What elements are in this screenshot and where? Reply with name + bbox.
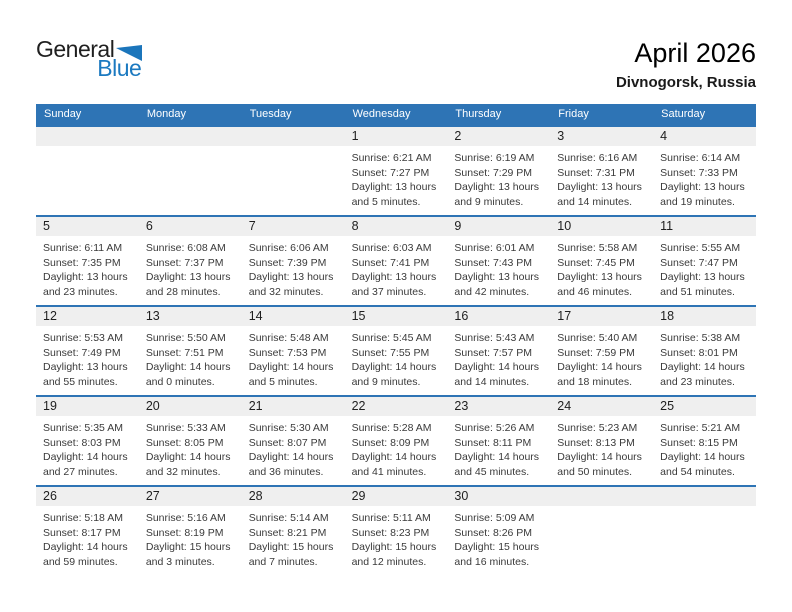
- day-number-band: [139, 487, 242, 506]
- daylight-text: Daylight: 14 hours and 45 minutes.: [454, 451, 540, 478]
- sunrise-text: Sunrise: 5:45 AM: [351, 332, 432, 344]
- sunrise-text: Sunrise: 5:28 AM: [351, 422, 432, 434]
- day-number-band: [345, 307, 448, 326]
- sunset-text: Sunset: 7:35 PM: [43, 256, 121, 269]
- cell-body: [653, 236, 756, 299]
- sunset-text: Sunset: 7:27 PM: [351, 166, 430, 179]
- day-number-band: [345, 217, 448, 236]
- day-number: 15: [351, 309, 366, 323]
- logo-text-general: General: [36, 36, 115, 62]
- sunrise-text: Sunrise: 5:09 AM: [454, 512, 535, 524]
- week-row: [36, 485, 756, 575]
- day-number-band: [139, 397, 242, 416]
- cell-body: [447, 506, 550, 569]
- day-number-band: [447, 487, 550, 506]
- day-number: 1: [351, 129, 359, 143]
- cell-body: [550, 236, 653, 299]
- day-number-band: [139, 127, 242, 146]
- daylight-text: Daylight: 14 hours and 59 minutes.: [43, 541, 128, 568]
- daylight-text: Daylight: 13 hours and 19 minutes.: [660, 181, 745, 208]
- daylight-text: Daylight: 14 hours and 23 minutes.: [660, 361, 745, 388]
- daylight-text: Daylight: 14 hours and 27 minutes.: [43, 451, 128, 478]
- day-number: 6: [145, 219, 153, 233]
- cell-body: [345, 506, 448, 569]
- calendar-cell: [447, 487, 550, 575]
- calendar-cell: [550, 217, 653, 305]
- cell-body: [550, 506, 653, 511]
- day-number-band: [653, 487, 756, 506]
- daylight-text: Daylight: 13 hours and 42 minutes.: [454, 271, 540, 298]
- calendar-cell-empty: [550, 487, 653, 575]
- cell-body: [345, 236, 448, 299]
- sunset-text: Sunset: 7:51 PM: [145, 346, 224, 359]
- cell-body: [139, 416, 242, 479]
- daylight-text: Daylight: 13 hours and 51 minutes.: [660, 271, 745, 298]
- daylight-text: Daylight: 13 hours and 32 minutes.: [248, 271, 334, 298]
- cell-body: [139, 236, 242, 299]
- daylight-text: Daylight: 14 hours and 0 minutes.: [145, 361, 231, 388]
- daylight-text: Daylight: 15 hours and 12 minutes.: [351, 541, 437, 568]
- sunrise-text: Sunrise: 5:21 AM: [660, 422, 741, 434]
- day-number: 20: [145, 399, 160, 413]
- sunset-text: Sunset: 7:49 PM: [43, 346, 121, 359]
- sunset-text: Sunset: 7:53 PM: [248, 346, 327, 359]
- general-blue-logo: [36, 38, 142, 81]
- day-number: 19: [43, 399, 57, 413]
- sunrise-text: Sunrise: 5:33 AM: [145, 422, 226, 434]
- sunrise-text: Sunrise: 5:58 AM: [557, 242, 638, 254]
- day-number-band: [36, 217, 139, 236]
- day-number: 18: [660, 309, 675, 323]
- sunrise-text: Sunrise: 5:50 AM: [145, 332, 226, 344]
- cell-body: [36, 146, 139, 151]
- day-number-band: [345, 127, 448, 146]
- daylight-text: Daylight: 13 hours and 28 minutes.: [145, 271, 231, 298]
- day-number: 12: [43, 309, 57, 323]
- daylight-text: Daylight: 14 hours and 54 minutes.: [660, 451, 745, 478]
- calendar-cell: [36, 217, 139, 305]
- day-number: 23: [454, 399, 469, 413]
- calendar-cell: [242, 487, 345, 575]
- calendar-cell: [447, 307, 550, 395]
- week-row: [36, 395, 756, 485]
- sunset-text: Sunset: 8:23 PM: [351, 526, 430, 539]
- day-number-band: [653, 127, 756, 146]
- cell-body: [447, 416, 550, 479]
- cell-body: [139, 506, 242, 569]
- day-number: 8: [351, 219, 359, 233]
- calendar-cell: [36, 487, 139, 575]
- calendar-cell: [550, 307, 653, 395]
- week-row: [36, 125, 756, 215]
- day-number: 10: [557, 219, 572, 233]
- day-number: 3: [557, 129, 565, 143]
- daylight-text: Daylight: 13 hours and 14 minutes.: [557, 181, 642, 208]
- cell-body: [36, 506, 139, 569]
- day-number: 30: [454, 489, 469, 503]
- day-number-band: [447, 217, 550, 236]
- sunrise-text: Sunrise: 6:03 AM: [351, 242, 432, 254]
- cell-body: [139, 326, 242, 389]
- calendar-cell: [36, 397, 139, 485]
- cell-body: [550, 416, 653, 479]
- cell-body: [345, 416, 448, 479]
- sunset-text: Sunset: 8:11 PM: [454, 436, 532, 449]
- day-number-band: [242, 127, 345, 146]
- daylight-text: Daylight: 14 hours and 50 minutes.: [557, 451, 642, 478]
- daylight-text: Daylight: 14 hours and 5 minutes.: [248, 361, 334, 388]
- logo-text-blue: Blue: [97, 55, 142, 81]
- sunset-text: Sunset: 8:13 PM: [557, 436, 635, 449]
- sunset-text: Sunset: 8:05 PM: [145, 436, 224, 449]
- sunset-text: Sunset: 8:09 PM: [351, 436, 430, 449]
- day-number: 17: [557, 309, 572, 323]
- cell-body: [653, 416, 756, 479]
- weekday-header-friday: Friday: [558, 108, 589, 120]
- calendar-cell-empty: [242, 127, 345, 215]
- daylight-text: Daylight: 13 hours and 23 minutes.: [43, 271, 128, 298]
- daylight-text: Daylight: 13 hours and 37 minutes.: [351, 271, 437, 298]
- day-number: 29: [351, 489, 366, 503]
- day-number-band: [447, 397, 550, 416]
- sunrise-text: Sunrise: 5:48 AM: [248, 332, 329, 344]
- day-number: 4: [660, 129, 668, 143]
- daylight-text: Daylight: 14 hours and 18 minutes.: [557, 361, 642, 388]
- sunrise-text: Sunrise: 6:21 AM: [351, 152, 432, 164]
- page-subtitle: Divnogorsk, Russia: [615, 74, 756, 92]
- sunset-text: Sunset: 8:15 PM: [660, 436, 738, 449]
- day-number: 24: [557, 399, 572, 413]
- sunset-text: Sunset: 8:19 PM: [145, 526, 224, 539]
- daylight-text: Daylight: 14 hours and 32 minutes.: [145, 451, 231, 478]
- cell-body: [550, 326, 653, 389]
- sunset-text: Sunset: 7:47 PM: [660, 256, 738, 269]
- sunset-text: Sunset: 8:01 PM: [660, 346, 738, 359]
- sunrise-text: Sunrise: 5:43 AM: [454, 332, 535, 344]
- day-number-band: [447, 127, 550, 146]
- calendar: [36, 104, 756, 575]
- day-number: 9: [454, 219, 462, 233]
- daylight-text: Daylight: 14 hours and 41 minutes.: [351, 451, 437, 478]
- cell-body: [36, 236, 139, 299]
- cell-body: [653, 506, 756, 511]
- sunset-text: Sunset: 8:07 PM: [248, 436, 327, 449]
- cell-body: [345, 326, 448, 389]
- weekday-header-tuesday: Tuesday: [249, 108, 292, 120]
- calendar-cell-empty: [36, 127, 139, 215]
- calendar-cell: [550, 127, 653, 215]
- sunset-text: Sunset: 7:43 PM: [454, 256, 533, 269]
- day-number-band: [242, 487, 345, 506]
- page-title: April 2026: [634, 38, 756, 68]
- calendar-cell-empty: [139, 127, 242, 215]
- calendar-cell: [550, 397, 653, 485]
- day-number-band: [653, 397, 756, 416]
- sunrise-text: Sunrise: 6:08 AM: [145, 242, 226, 254]
- cell-body: [36, 416, 139, 479]
- sunrise-text: Sunrise: 5:16 AM: [145, 512, 226, 524]
- cell-body: [242, 506, 345, 569]
- weekday-header-row: [36, 104, 756, 125]
- sunset-text: Sunset: 7:29 PM: [454, 166, 533, 179]
- calendar-cell: [345, 217, 448, 305]
- calendar-cell: [242, 397, 345, 485]
- day-number-band: [345, 397, 448, 416]
- day-number-band: [653, 307, 756, 326]
- calendar-weeks: [36, 125, 756, 575]
- day-number-band: [36, 127, 139, 146]
- day-number-band: [242, 307, 345, 326]
- day-number: 11: [660, 219, 674, 233]
- sunrise-text: Sunrise: 6:06 AM: [248, 242, 329, 254]
- day-number: 14: [248, 309, 263, 323]
- week-row: [36, 305, 756, 395]
- calendar-cell: [345, 127, 448, 215]
- daylight-text: Daylight: 14 hours and 36 minutes.: [248, 451, 334, 478]
- daylight-text: Daylight: 14 hours and 9 minutes.: [351, 361, 437, 388]
- day-number: 5: [43, 219, 50, 233]
- calendar-cell: [345, 397, 448, 485]
- sunrise-text: Sunrise: 5:30 AM: [248, 422, 329, 434]
- calendar-cell: [653, 217, 756, 305]
- day-number: 21: [248, 399, 263, 413]
- sunrise-text: Sunrise: 6:14 AM: [660, 152, 741, 164]
- cell-body: [447, 326, 550, 389]
- cell-body: [36, 326, 139, 389]
- calendar-cell: [139, 307, 242, 395]
- day-number-band: [36, 487, 139, 506]
- cell-body: [242, 236, 345, 299]
- day-number: 7: [248, 219, 256, 233]
- day-number-band: [242, 397, 345, 416]
- day-number: 2: [454, 129, 462, 143]
- day-number: 28: [248, 489, 263, 503]
- cell-body: [345, 146, 448, 209]
- sunset-text: Sunset: 7:41 PM: [351, 256, 430, 269]
- cell-body: [242, 416, 345, 479]
- day-number: 26: [43, 489, 57, 503]
- sunrise-text: Sunrise: 5:55 AM: [660, 242, 741, 254]
- calendar-cell: [447, 397, 550, 485]
- day-number: 13: [145, 309, 160, 323]
- sunrise-text: Sunrise: 5:38 AM: [660, 332, 741, 344]
- sunrise-text: Sunrise: 6:16 AM: [557, 152, 638, 164]
- day-number-band: [550, 307, 653, 326]
- day-number-band: [345, 487, 448, 506]
- sunrise-text: Sunrise: 5:23 AM: [557, 422, 638, 434]
- day-number-band: [550, 217, 653, 236]
- calendar-cell: [345, 307, 448, 395]
- day-number: 25: [660, 399, 675, 413]
- day-number-band: [447, 307, 550, 326]
- sunset-text: Sunset: 7:59 PM: [557, 346, 635, 359]
- cell-body: [550, 146, 653, 209]
- cell-body: [447, 146, 550, 209]
- calendar-cell: [139, 217, 242, 305]
- day-number-band: [139, 217, 242, 236]
- day-number-band: [653, 217, 756, 236]
- sunset-text: Sunset: 8:26 PM: [454, 526, 533, 539]
- sunrise-text: Sunrise: 5:18 AM: [43, 512, 123, 524]
- sunset-text: Sunset: 7:45 PM: [557, 256, 635, 269]
- sunrise-text: Sunrise: 5:40 AM: [557, 332, 638, 344]
- day-number-band: [242, 217, 345, 236]
- sunset-text: Sunset: 7:57 PM: [454, 346, 533, 359]
- cell-body: [242, 146, 345, 151]
- sunset-text: Sunset: 7:55 PM: [351, 346, 430, 359]
- day-number-band: [36, 397, 139, 416]
- weekday-header-wednesday: Wednesday: [352, 108, 411, 120]
- sunrise-text: Sunrise: 6:01 AM: [454, 242, 535, 254]
- sunrise-text: Sunrise: 5:35 AM: [43, 422, 123, 434]
- top-bar: [0, 0, 792, 104]
- daylight-text: Daylight: 15 hours and 16 minutes.: [454, 541, 540, 568]
- weekday-header-monday: Monday: [146, 108, 186, 120]
- sunrise-text: Sunrise: 5:11 AM: [351, 512, 431, 524]
- day-number-band: [550, 127, 653, 146]
- daylight-text: Daylight: 15 hours and 7 minutes.: [248, 541, 334, 568]
- sunrise-text: Sunrise: 6:11 AM: [43, 242, 123, 254]
- calendar-cell-empty: [653, 487, 756, 575]
- sunrise-text: Sunrise: 6:19 AM: [454, 152, 535, 164]
- sunset-text: Sunset: 8:17 PM: [43, 526, 121, 539]
- calendar-cell: [653, 397, 756, 485]
- daylight-text: Daylight: 15 hours and 3 minutes.: [145, 541, 231, 568]
- calendar-cell: [139, 397, 242, 485]
- week-row: [36, 215, 756, 305]
- calendar-cell: [36, 307, 139, 395]
- day-number-band: [36, 307, 139, 326]
- calendar-cell: [242, 307, 345, 395]
- sunset-text: Sunset: 7:33 PM: [660, 166, 738, 179]
- daylight-text: Daylight: 13 hours and 55 minutes.: [43, 361, 128, 388]
- day-number: 27: [145, 489, 160, 503]
- sunrise-text: Sunrise: 5:53 AM: [43, 332, 123, 344]
- day-number: 22: [351, 399, 366, 413]
- calendar-cell: [447, 127, 550, 215]
- calendar-cell: [242, 217, 345, 305]
- daylight-text: Daylight: 14 hours and 14 minutes.: [454, 361, 540, 388]
- sunrise-text: Sunrise: 5:26 AM: [454, 422, 535, 434]
- calendar-cell: [653, 307, 756, 395]
- calendar-cell: [653, 127, 756, 215]
- day-number-band: [550, 397, 653, 416]
- weekday-header-saturday: Saturday: [661, 108, 706, 120]
- sunset-text: Sunset: 7:31 PM: [557, 166, 635, 179]
- title-block: [616, 38, 756, 91]
- day-number-band: [139, 307, 242, 326]
- cell-body: [139, 146, 242, 151]
- sunset-text: Sunset: 7:39 PM: [248, 256, 327, 269]
- weekday-header-sunday: Sunday: [44, 108, 82, 120]
- calendar-cell: [139, 487, 242, 575]
- cell-body: [447, 236, 550, 299]
- daylight-text: Daylight: 13 hours and 5 minutes.: [351, 181, 437, 208]
- calendar-cell: [345, 487, 448, 575]
- cell-body: [653, 146, 756, 209]
- cell-body: [653, 326, 756, 389]
- sunrise-text: Sunrise: 5:14 AM: [248, 512, 329, 524]
- sunset-text: Sunset: 7:37 PM: [145, 256, 224, 269]
- daylight-text: Daylight: 13 hours and 9 minutes.: [454, 181, 540, 208]
- sunset-text: Sunset: 8:03 PM: [43, 436, 121, 449]
- sunset-text: Sunset: 8:21 PM: [248, 526, 327, 539]
- weekday-header-thursday: Thursday: [455, 108, 502, 120]
- day-number-band: [550, 487, 653, 506]
- calendar-cell: [447, 217, 550, 305]
- day-number: 16: [454, 309, 469, 323]
- cell-body: [242, 326, 345, 389]
- daylight-text: Daylight: 13 hours and 46 minutes.: [557, 271, 642, 298]
